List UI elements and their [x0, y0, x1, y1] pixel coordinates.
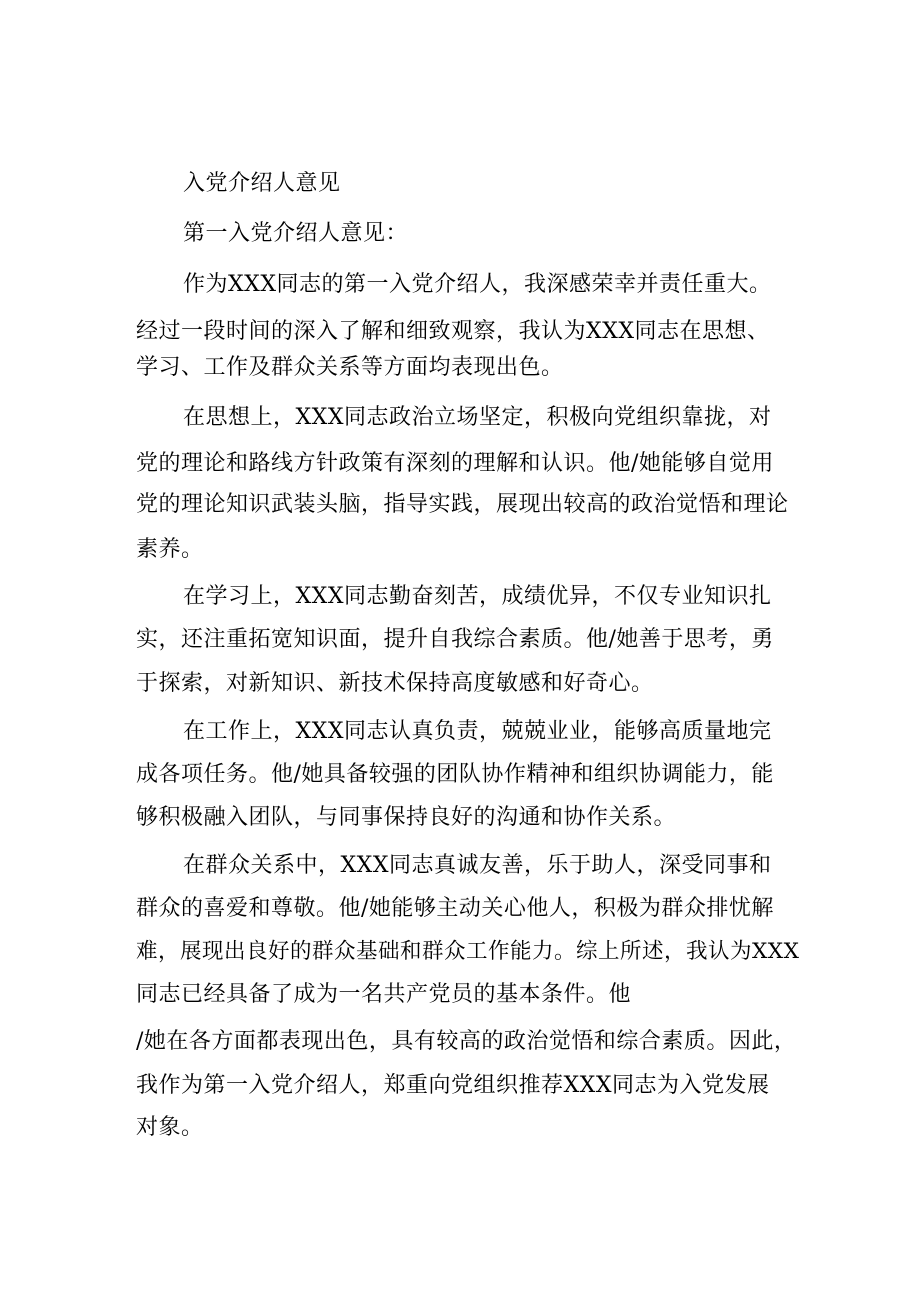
text-line: 难，展现出良好的群众基础和群众工作能力。综上所述，我认为XXX	[136, 939, 800, 964]
text-line: 够积极融入团队，与同事保持良好的沟通和协作关系。	[136, 805, 677, 830]
text-line: 学习、工作及群众关系等方面均表现出色。	[136, 355, 564, 380]
text-line: 同志已经具备了成为一名共产党员的基本条件。他	[136, 982, 632, 1007]
text-line: 成各项任务。他/她具备较强的团队协作精神和组织协调能力，能	[136, 762, 774, 787]
text-line: 实，还注重拓宽知识面，提升自我综合素质。他/她善于思考，勇	[136, 627, 774, 652]
text-line: 在群众关系中，XXX同志真诚友善，乐于助人，深受同事和	[183, 853, 772, 878]
text-line: 对象。	[136, 1115, 204, 1140]
text-line: 我作为第一入党介绍人，郑重向党组织推荐XXX同志为入党发展	[136, 1073, 770, 1098]
text-line: 在思想上，XXX同志政治立场坚定，积极向党组织靠拢，对	[183, 405, 772, 430]
document-title: 入党介绍人意见	[183, 171, 341, 196]
text-line: 党的理论和路线方针政策有深刻的理解和认识。他/她能够自觉用	[136, 451, 774, 476]
text-line: 在工作上，XXX同志认真负责，兢兢业业，能够高质量地完	[183, 719, 772, 744]
text-line: 于探索，对新知识、新技术保持高度敏感和好奇心。	[136, 671, 654, 696]
text-line: 群众的喜爱和尊敬。他/她能够主动关心他人，积极为群众排忧解	[136, 896, 774, 921]
text-line: 在学习上，XXX同志勤奋刻苦，成绩优异，不仅专业知识扎	[183, 584, 772, 609]
text-line: 素养。	[136, 537, 204, 562]
document-subtitle: 第一入党介绍人意见：	[183, 221, 409, 246]
text-line: 经过一段时间的深入了解和细致观察，我认为XXX同志在思想、	[136, 319, 770, 344]
text-line: /她在各方面都表现出色，具有较高的政治觉悟和综合素质。因此，	[136, 1029, 797, 1054]
text-line: 党的理论知识武装头脑，指导实践，展现出较高的政治觉悟和理论	[136, 492, 789, 517]
text-line: 作为XXX同志的第一入党介绍人，我深感荣幸并责任重大。	[183, 272, 772, 297]
